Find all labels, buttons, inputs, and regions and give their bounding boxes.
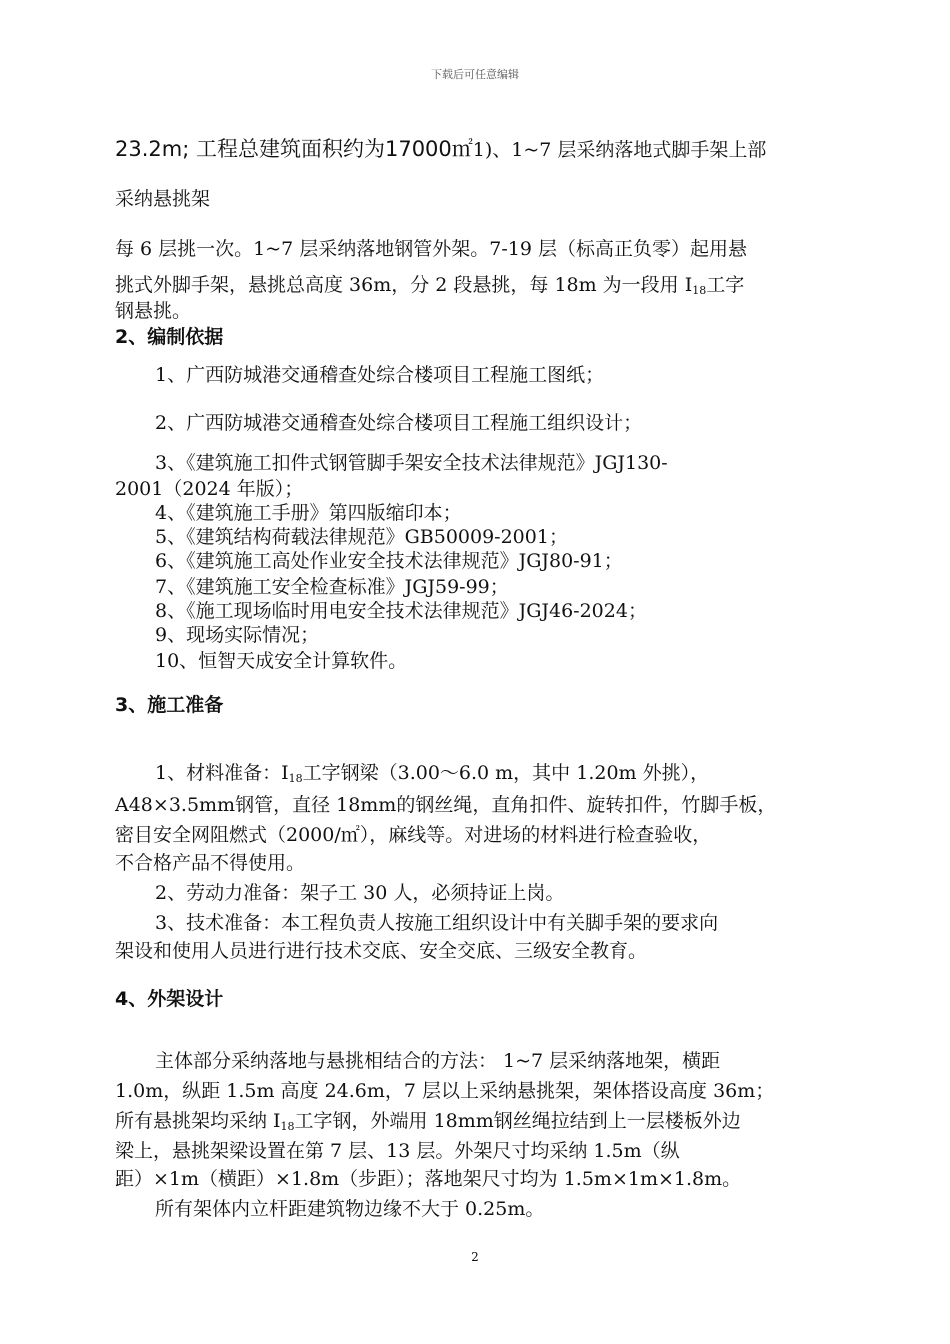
section-3-p1-b: 工字钢梁（3.00～6.0 m，其中 1.20m 外挑）， [302,762,710,784]
section-3-p2: 2、劳动力准备：架子工 30 人，必须持证上岗。 [155,882,565,904]
section-2-item: 3、《建筑施工扣件式钢管脚手架安全技术法律规范》JGJ130- [155,452,668,474]
section-2-item: 10、恒智天成安全计算软件。 [155,650,408,672]
section-3-p1-a: 1、材料准备：I [155,762,289,784]
page-number: 2 [471,1250,479,1264]
section-2-item: 2001（2024 年版）； [115,478,304,500]
section-2-item: 1、广西防城港交通稽查处综合楼项目工程施工图纸； [155,364,605,386]
intro-line-4-text: 挑式外脚手架，悬挑总高度 36m，分 2 段悬挑，每 18m 为一段用 I [115,274,693,296]
intro-line-1-c: 1)、1~7 层采纳落地式脚手架上部 [472,139,767,161]
section-2-item: 7、《建筑施工安全检查标准》JGJ59-99； [155,576,509,598]
section-2-item: 6、《建筑施工高处作业安全技术法律规范》JGJ80-91； [155,550,623,572]
section-3-p1-line-4: 不合格产品不得使用。 [115,852,306,874]
section-4-line-4: 梁上，悬挑架梁设置在第 7 层、13 层。外架尺寸均采纳 1.5m（纵 [115,1140,680,1162]
section-3-p3-line-2: 架设和使用人员进行进行技术交底、安全交底、三级安全教育。 [115,940,648,962]
section-4-line-3-sub: 18 [280,1120,295,1133]
section-2-item: 2、广西防城港交通稽查处综合楼项目工程施工组织设计； [155,412,643,434]
section-3-p1-sub: 18 [288,772,303,785]
section-4-line-3-a: 所有悬挑架均采纳 I [115,1110,281,1132]
section-3-p3-line-1: 3、技术准备：本工程负责人按施工组织设计中有关脚手架的要求向 [155,912,719,934]
intro-line-2: 采纳悬挑架 [115,188,211,210]
section-4-title: 4、外架设计 [115,988,224,1010]
intro-line-4-end: 工字 [706,274,745,296]
section-4-line-1: 主体部分采纳落地与悬挑相结合的方法： 1~7 层采纳落地架，横距 [155,1050,721,1072]
section-2-item: 9、现场实际情况； [155,624,320,646]
intro-line-3: 每 6 层挑一次。1~7 层采纳落地钢管外架。7-19 层（标高正负零）起用悬 [115,238,748,260]
section-4-line-2: 1.0m，纵距 1.5m 高度 24.6m，7 层以上采纳悬挑架，架体搭设高度 36m； [115,1080,775,1102]
intro-line-1-b: 17000㎡ [384,137,473,161]
section-3-p1-line-3: 密目安全网阻燃式（2000/㎡），麻线等。对进场的材料进行检查验收， [115,824,712,846]
section-4-line-6: 所有架体内立杆距建筑物边缘不大于 0.25m。 [155,1198,545,1220]
intro-line-4-sub: 18 [692,284,707,297]
section-2-item: 4、《建筑施工手册》第四版缩印本； [155,502,462,524]
section-2-item: 8、《施工现场临时用电安全技术法律规范》JGJ46-2024； [155,600,647,622]
section-4-line-5: 距）×1m（横距）×1.8m（步距）；落地架尺寸均为 1.5m×1m×1.8m。 [115,1168,742,1190]
section-4-line-3-b: 工字钢，外端用 18mm钢丝绳拉结到上一层楼板外边 [294,1110,741,1132]
section-4-line-3 [115,1108,840,1140]
section-3-p1-line-2: A48×3.5mm钢管，直径 18mm的钢丝绳，直角扣件、旋转扣件，竹脚手板， [115,794,777,816]
intro-line-5: 钢悬挑。 [115,300,192,322]
intro-line-1-a: 23.2m; 工程总建筑面积约为 [115,137,385,161]
section-3-p1-line-1 [115,760,880,792]
page-header: 下载后可任意编辑 [431,68,519,81]
section-3-title: 3、施工准备 [115,694,224,716]
section-2-title: 2、编制依据 [115,326,224,348]
section-2-item: 5、《建筑结构荷载法律规范》GB50009-2001； [155,526,568,548]
intro-line-1 [115,136,840,163]
